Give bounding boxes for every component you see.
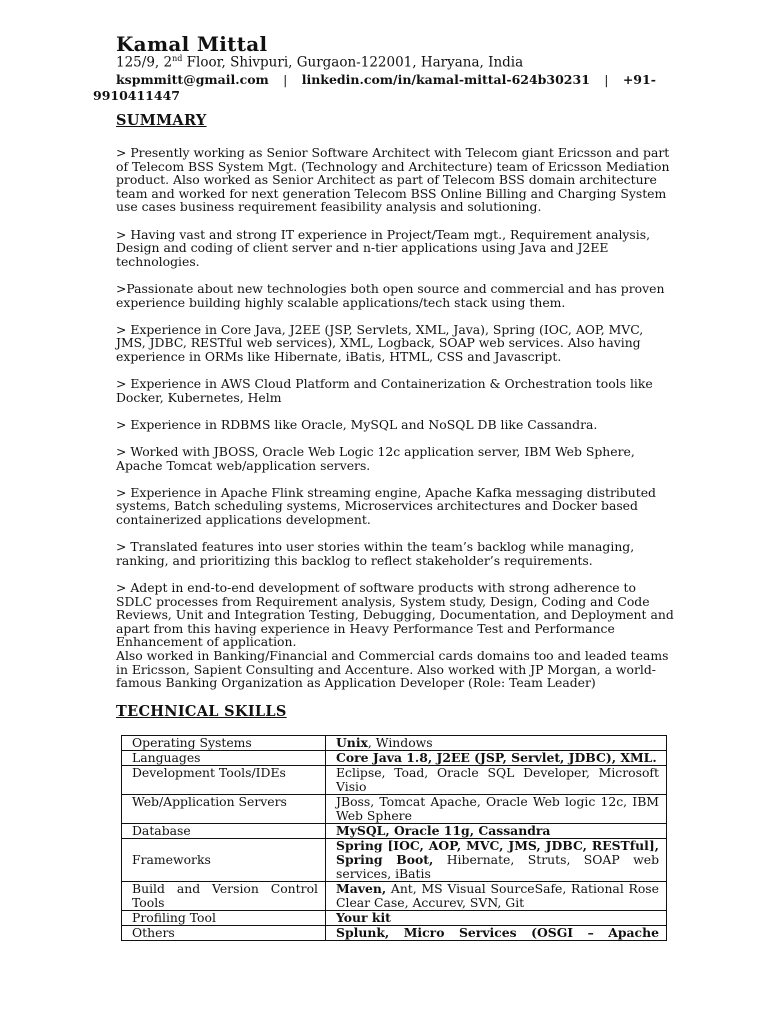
table-row — [122, 736, 667, 751]
separator: | — [283, 72, 288, 87]
table-row — [122, 824, 667, 839]
skill-values-text: JBoss, Tomcat Apache, Oracle Web logic 12c, IBM Web Sphere — [336, 794, 659, 823]
skill-category: Profiling Tool — [122, 911, 326, 926]
summary-paragraph: Also worked in Banking/Financial and Commercial cards domains too and leaded teams in Ericsson, Sapient Consulting and Accenture. Also worked with JP Morgan, a world-famous Banking Organization as Application Developer (Role: Team Leader) — [116, 647, 669, 691]
address-superscript: nd — [172, 54, 183, 63]
table-row — [122, 839, 667, 882]
table-row — [122, 926, 667, 941]
skill-category: Frameworks — [122, 839, 326, 882]
skill-values-text: Ant, MS Visual SourceSafe, Rational Rose Clear Case, Accurev, SVN, Git — [336, 881, 659, 910]
skill-values-text: , Windows — [367, 735, 433, 750]
skill-values — [326, 911, 667, 926]
summary-paragraph: > Worked with JBOSS, Oracle Web Logic 12c application server, IBM Web Sphere, Apache Tomcat web/application servers. — [116, 444, 635, 473]
skill-values — [326, 795, 667, 824]
address-part: 125/9, 2 — [116, 54, 173, 71]
address-line — [116, 54, 523, 71]
separator: | — [604, 72, 609, 87]
table-row — [122, 795, 667, 824]
technical-skills-table — [121, 735, 667, 941]
skill-category: Development Tools/IDEs — [122, 766, 326, 795]
skill-values-bold: MySQL, Oracle 11g, Cassandra — [336, 823, 551, 838]
skill-values-bold: Maven, — [336, 881, 387, 896]
skill-values-text: Hibernate, Struts, SOAP web services, iBatis — [336, 852, 659, 881]
summary-paragraph: > Presently working as Senior Software Architect with Telecom giant Ericsson and part of Telecom BSS System Mgt. (Technology and Architecture) team of Ericsson Mediation product. Also worked as Senior Architect as part of Telecom BSS domain architecture team and worked for next generation Telecom BSS Online Billing and Charging System use cases business requirement feasibility analysis and solutioning. — [116, 145, 670, 215]
table-row — [122, 911, 667, 926]
skill-category: Languages — [122, 751, 326, 766]
summary-paragraph: > Having vast and strong IT experience in Project/Team mgt., Requirement analysis, Design and coding of client server and n-tier applications using Java and J2EE technologies. — [116, 226, 651, 269]
skill-category: Database — [122, 824, 326, 839]
summary-heading: SUMMARY — [116, 112, 207, 129]
skill-category: Others — [122, 926, 326, 941]
skill-values — [326, 839, 667, 882]
skill-values — [326, 926, 667, 941]
skill-category: Build and Version Control Tools — [122, 882, 326, 911]
technical-skills-heading: TECHNICAL SKILLS — [116, 703, 287, 720]
skill-values-bold: Unix — [336, 735, 368, 750]
address-part: Floor, Shivpuri, Gurgaon-122001, Haryana, India — [182, 54, 524, 71]
skill-values-bold: Core Java 1.8, J2EE (JSP, Servlet, JDBC), XML. — [336, 750, 657, 765]
table-row — [122, 751, 667, 766]
skill-category: Operating Systems — [122, 736, 326, 751]
summary-paragraph: > Experience in Apache Flink streaming engine, Apache Kafka messaging distributed systems, Batch scheduling systems, Microservices architectures and Docker based containerized applications development. — [116, 484, 656, 528]
skill-values — [326, 824, 667, 839]
summary-paragraph: > Translated features into user stories within the team’s backlog while managing, ranking, and prioritizing this backlog to reflect stakeholder’s requirements. — [116, 539, 635, 568]
skill-values-bold: Spring [IOC, AOP, MVC, JMS, JDBC, RESTful], Spring Boot, — [336, 838, 659, 867]
skill-values — [326, 736, 667, 751]
phone-prefix: +91- — [622, 72, 656, 87]
skill-category: Web/Application Servers — [122, 795, 326, 824]
skill-values — [326, 751, 667, 766]
skill-values-bold: Splunk, Micro Services (OSGI – Apache — [336, 925, 659, 940]
summary-paragraph: > Adept in end-to-end development of software products with strong adherence to SDLC processes from Requirement analysis, System study, Design, Coding and Code Reviews, Unit and Integration Testing, Debugging, Documentation, and Deployment and apart from this having experience in Heavy Performance Test and Performance Enhancement of application. — [116, 580, 674, 650]
candidate-name: Kamal Mittal — [116, 32, 268, 56]
skill-values — [326, 882, 667, 911]
table-row — [122, 766, 667, 795]
email-link[interactable]: kspmmitt@gmail.com — [116, 72, 269, 87]
summary-paragraph: > Experience in Core Java, J2EE (JSP, Servlets, XML, Java), Spring (IOC, AOP, MVC, JMS, JDBC, RESTful web services), XML, Logback, SOAP web services. Also having experience in ORMs like Hibernate, iBatis, HTML, CSS and Javascript. — [116, 321, 644, 364]
skill-values — [326, 766, 667, 795]
table-row — [122, 882, 667, 911]
skill-values-bold: Your kit — [336, 910, 391, 925]
contact-line — [116, 72, 706, 87]
summary-paragraph: > Experience in AWS Cloud Platform and Containerization & Orchestration tools like Docker, Kubernetes, Helm — [116, 376, 653, 405]
skill-values-text: Eclipse, Toad, Oracle SQL Developer, Microsoft Visio — [336, 765, 659, 794]
linkedin-link[interactable]: linkedin.com/in/kamal-mittal-624b30231 — [301, 72, 590, 87]
summary-section — [116, 146, 676, 703]
summary-paragraph: >Passionate about new technologies both open source and commercial and has proven experience building highly scalable applications/tech stack using them. — [116, 280, 665, 310]
phone-number: 9910411447 — [93, 88, 180, 103]
summary-paragraph: > Experience in RDBMS like Oracle, MySQL and NoSQL DB like Cassandra. — [116, 416, 598, 432]
